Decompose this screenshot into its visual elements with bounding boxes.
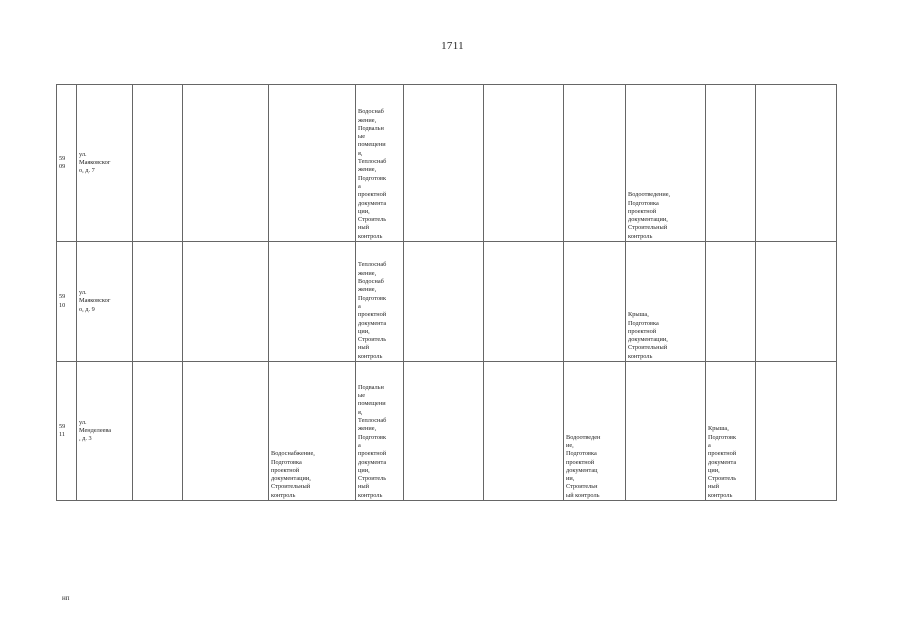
table-cell bbox=[404, 362, 484, 501]
address-cell: ул. Маяковског о, д. 9 bbox=[77, 242, 133, 362]
row-number-cell: 59 10 bbox=[57, 242, 77, 362]
table-cell: Крыша, Подготовка проектной документации, Строительный контроль bbox=[626, 242, 706, 362]
table-cell bbox=[133, 242, 183, 362]
table-cell bbox=[183, 362, 269, 501]
table-cell: Водоснаб жение, Подвальн ые помещени я, Теплоснаб жение, Подготовк а проектной документа ции, Строитель ный контроль bbox=[356, 85, 404, 242]
table-cell: Водоснабжение, Подготовка проектной документации, Строительный контроль bbox=[269, 362, 356, 501]
page-number: 1711 bbox=[441, 40, 464, 52]
table-cell bbox=[706, 85, 756, 242]
table-row bbox=[57, 362, 837, 501]
table-cell: Водоотведен ие, Подготовка проектной документац ии, Строительн ый контроль bbox=[564, 362, 626, 501]
table-cell bbox=[404, 242, 484, 362]
table-cell: Водоотведение, Подготовка проектной документации, Строительный контроль bbox=[626, 85, 706, 242]
table-cell bbox=[626, 362, 706, 501]
table-cell: Крыша, Подготовк а проектной документа ции, Строитель ный контроль bbox=[706, 362, 756, 501]
table-cell bbox=[183, 85, 269, 242]
table-cell: Подвальн ые помещени я, Теплоснаб жение, Подготовк а проектной документа ции, Строитель ный контроль bbox=[356, 362, 404, 501]
table-cell bbox=[484, 362, 564, 501]
table-cell bbox=[706, 242, 756, 362]
table-cell bbox=[484, 242, 564, 362]
table-cell bbox=[756, 242, 837, 362]
repair-schedule-table bbox=[56, 84, 837, 501]
table-cell bbox=[133, 362, 183, 501]
table-row bbox=[57, 242, 837, 362]
address-cell: ул. Маяковског о, д. 7 bbox=[77, 85, 133, 242]
table-cell bbox=[756, 362, 837, 501]
table-cell bbox=[564, 85, 626, 242]
table-cell bbox=[404, 85, 484, 242]
table-cell bbox=[183, 242, 269, 362]
table-cell bbox=[756, 85, 837, 242]
table-cell bbox=[133, 85, 183, 242]
table-cell bbox=[564, 242, 626, 362]
row-number-cell: 59 11 bbox=[57, 362, 77, 501]
row-number-cell: 59 09 bbox=[57, 85, 77, 242]
footer-mark: нп bbox=[62, 594, 70, 602]
table-row bbox=[57, 85, 837, 242]
table-cell bbox=[269, 242, 356, 362]
table-cell: Теплоснаб жение, Водоснаб жение, Подготовк а проектной документа ции, Строитель ный контроль bbox=[356, 242, 404, 362]
table-cell bbox=[269, 85, 356, 242]
address-cell: ул. Менделеева , д. 3 bbox=[77, 362, 133, 501]
table-cell bbox=[484, 85, 564, 242]
